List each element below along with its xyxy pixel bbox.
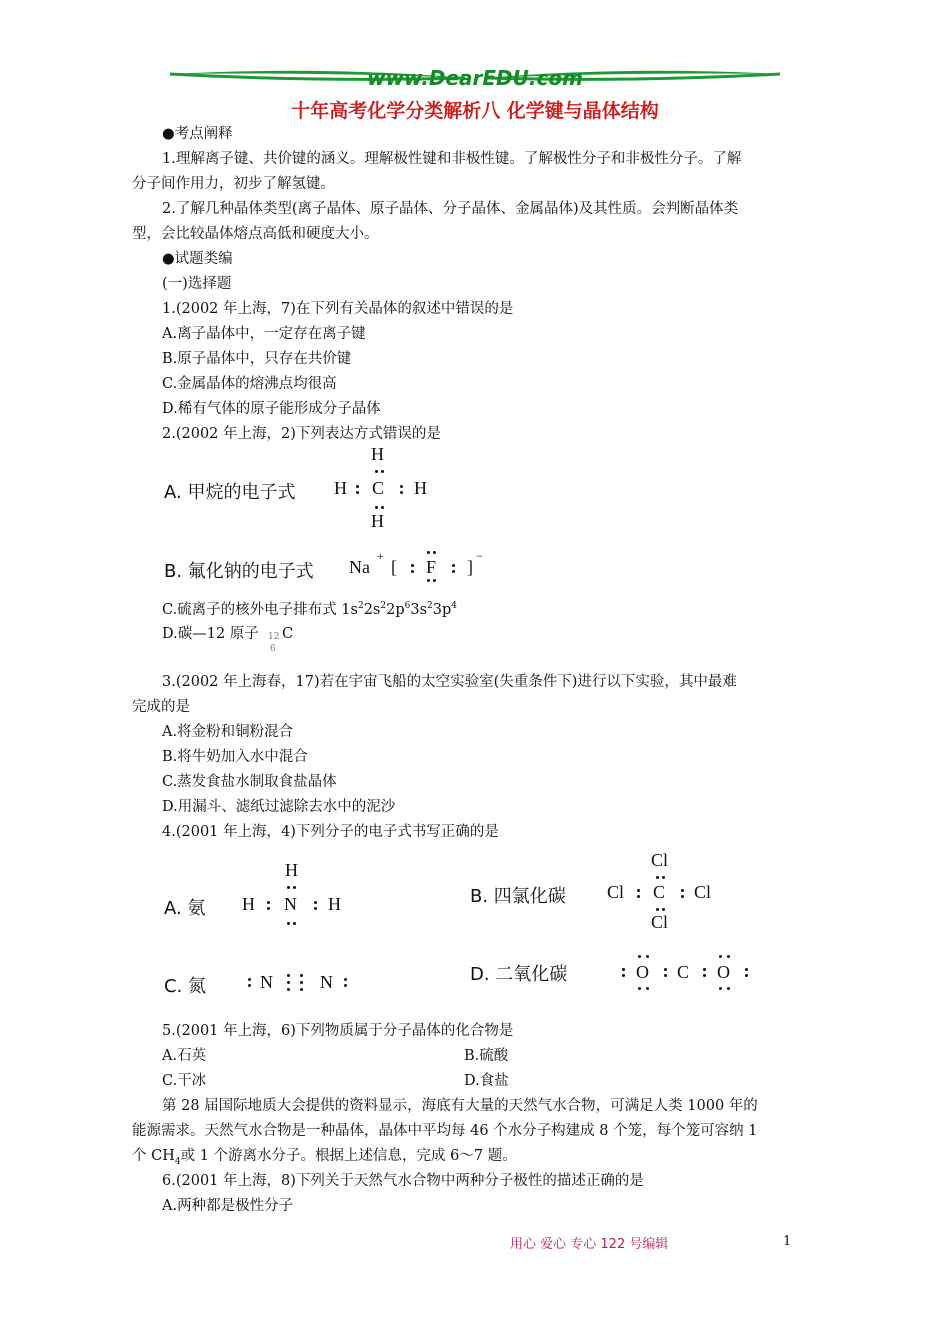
co2-o2: O	[717, 962, 730, 982]
electron-dot	[637, 895, 640, 898]
electron-dot	[664, 974, 667, 977]
electron-dot	[656, 908, 659, 911]
electron-dot	[375, 506, 378, 509]
electron-dot	[248, 984, 251, 987]
question-5-option-c: C.干冰	[162, 1073, 207, 1089]
electron-dot	[662, 876, 665, 879]
question-5-option-b: B.硫酸	[464, 1048, 509, 1064]
co2-label: D. 二氧化碳	[470, 964, 568, 985]
electron-dot	[287, 974, 290, 977]
naf-bracket-open: [	[391, 557, 397, 577]
electron-dot	[411, 564, 414, 567]
subscript: 4	[174, 1156, 181, 1167]
question-5-stem: 5.(2001 年上海，6)下列物质属于分子晶体的化合物是	[162, 1023, 514, 1039]
electron-dot	[638, 955, 641, 958]
ccl4-cl-bottom: Cl	[651, 912, 669, 932]
electron-dot	[381, 470, 384, 473]
ammonia-n: N	[284, 894, 297, 914]
electron-dot	[433, 551, 436, 554]
electron-dot	[745, 968, 748, 971]
section-heading-kaodian: ●考点阐释	[162, 126, 233, 142]
objective-2-line1: 2.了解几种晶体类型(离子晶体、原子晶体、分子晶体、金属晶体)及其性质。会判断晶体类	[162, 201, 739, 217]
superscript: 2	[427, 601, 433, 611]
electron-dot	[452, 564, 455, 567]
passage-line3-pre: 个 CH	[132, 1148, 175, 1164]
electron-dot	[681, 889, 684, 892]
electron-dot	[400, 485, 403, 488]
question-1-option-d: D.稀有气体的原子能形成分子晶体	[162, 401, 381, 417]
electron-dot	[314, 907, 317, 910]
question-2-option-a-methane	[0, 440, 950, 540]
question-3-stem-line1: 3.(2002 年上海春，17)若在宇宙飞船的太空实验室(失重条件下)进行以下实验，其中最难	[162, 674, 737, 690]
methane-c: C	[372, 478, 385, 498]
objective-1-line2: 分子间作用力，初步了解氢键。	[132, 176, 335, 192]
electron-dot	[356, 491, 359, 494]
electron-dot	[719, 955, 722, 958]
section-heading-shiti: ●试题类编	[162, 251, 233, 267]
electron-dot	[375, 470, 378, 473]
subsection-choice: (一)选择题	[162, 276, 232, 292]
electron-dot	[745, 974, 748, 977]
question-1-stem: 1.(2002 年上海，7)在下列有关晶体的叙述中错误的是	[162, 301, 514, 317]
superscript: 2	[380, 601, 387, 611]
carbon-atomic-number: 6	[270, 644, 276, 654]
sulfide-config-text: C.硫离子的核外电子排布式 1s	[162, 602, 358, 618]
orbital: 2s	[363, 602, 381, 618]
naf-bracket-close: ]	[467, 557, 473, 577]
electron-dot	[703, 974, 706, 977]
naf-minus: −	[476, 549, 483, 563]
electron-dot	[656, 876, 659, 879]
passage-line3-post: 或 1 个游离水分子。根据上述信息，完成 6～7 题。	[180, 1148, 517, 1164]
superscript: 4	[451, 601, 458, 611]
ccl4-label: B. 四氯化碳	[470, 886, 566, 907]
electron-dot	[300, 981, 303, 984]
question-2-option-d: D.碳—12 原子	[162, 626, 259, 642]
electron-dot	[681, 895, 684, 898]
electron-dot	[427, 579, 430, 582]
electron-dot	[267, 907, 270, 910]
question-6-option-a: A.两种都是极性分子	[162, 1198, 294, 1214]
ccl4-cl-top: Cl	[651, 850, 669, 870]
question-3-option-d: D.用漏斗、滤纸过滤除去水中的泥沙	[162, 799, 396, 815]
passage-line2: 能源需求。天然气水合物是一种晶体，晶体中平均每 46 个水分子构建成 8 个笼，每个笼可容纳 1	[132, 1123, 758, 1139]
electron-dot	[703, 968, 706, 971]
electron-dot	[433, 579, 436, 582]
ccl4-cl-left: Cl	[607, 882, 625, 902]
question-6-stem: 6.(2001 年上海，8)下列关于天然气水合物中两种分子极性的描述正确的是	[162, 1173, 644, 1189]
footer-slogan: 用心 爱心 专心 122 号编辑	[510, 1237, 669, 1252]
nitrogen-n1: N	[260, 972, 273, 992]
electron-dot	[248, 978, 251, 981]
electron-dot	[637, 889, 640, 892]
electron-dot	[344, 978, 347, 981]
question-5-option-d: D.食盐	[464, 1073, 509, 1089]
superscript: 2	[357, 601, 364, 611]
methane-label: A. 甲烷的电子式	[164, 482, 296, 503]
question-3-option-c: C.蒸发食盐水制取食盐晶体	[162, 774, 337, 790]
electron-dot	[727, 987, 730, 990]
naf-label: B. 氟化钠的电子式	[164, 561, 314, 582]
electron-dot	[287, 886, 290, 889]
methane-h-left: H	[334, 478, 347, 498]
question-2-option-b-naf	[0, 545, 950, 585]
question-1-option-a: A.离子晶体中，一定存在离子键	[162, 326, 366, 342]
orbital: 2p	[386, 602, 405, 618]
methane-h-right: H	[414, 478, 427, 498]
ammonia-h-right: H	[328, 894, 341, 914]
question-2-stem: 2.(2002 年上海，2)下列表达方式错误的是	[162, 426, 441, 442]
electron-dot	[411, 570, 414, 573]
orbital: 3p	[432, 602, 452, 618]
methane-h-bottom: H	[371, 511, 384, 531]
question-1-option-b: B.原子晶体中，只存在共价键	[162, 351, 352, 367]
electron-dot	[452, 570, 455, 573]
naf-plus: +	[377, 549, 384, 563]
naf-na: Na	[349, 557, 370, 577]
electron-dot	[356, 485, 359, 488]
electron-dot	[287, 981, 290, 984]
electron-dot	[300, 974, 303, 977]
site-url[interactable]: www.DearEDU.com	[367, 66, 583, 90]
methane-h-top: H	[371, 444, 384, 464]
electron-dot	[622, 974, 625, 977]
question-3-option-a: A.将金粉和铜粉混合	[162, 724, 294, 740]
passage-line3	[132, 1146, 517, 1172]
ammonia-h-left: H	[242, 894, 255, 914]
electron-dot	[267, 901, 270, 904]
ccl4-cl-right: Cl	[694, 882, 712, 902]
electron-dot	[293, 886, 296, 889]
naf-f: F	[426, 557, 437, 577]
passage-line1: 第 28 届国际地质大会提供的资料显示，海底有大量的天然气水合物，可满足人类 1000 年的	[162, 1098, 758, 1114]
document-title: 十年高考化学分类解析八 化学键与晶体结构	[291, 100, 659, 122]
nitrogen-n2: N	[320, 972, 333, 992]
page-number: 1	[783, 1234, 792, 1249]
electron-dot	[646, 955, 649, 958]
ccl4-c: C	[653, 882, 666, 902]
question-2-option-c	[162, 596, 457, 620]
co2-o1: O	[636, 962, 649, 982]
co2-c: C	[677, 962, 690, 982]
electron-dot	[638, 987, 641, 990]
electron-dot	[646, 987, 649, 990]
question-3-stem-line2: 完成的是	[132, 699, 190, 715]
site-banner	[165, 62, 785, 94]
electron-dot	[300, 988, 303, 991]
nitrogen-label: C. 氮	[164, 976, 207, 997]
electron-dot	[287, 988, 290, 991]
electron-dot	[314, 901, 317, 904]
carbon-symbol: C	[282, 626, 294, 642]
electron-dot	[727, 955, 730, 958]
electron-dot	[719, 987, 722, 990]
objective-2-line2: 型，会比较晶体熔点高低和硬度大小。	[132, 226, 379, 242]
orbital: 3s	[410, 602, 428, 618]
superscript: 6	[404, 601, 411, 611]
question-4-stem: 4.(2001 年上海，4)下列分子的电子式书写正确的是	[162, 824, 499, 840]
objective-1-line1: 1.理解离子键、共价键的涵义。理解极性键和非极性键。了解极性分子和非极性分子。了解	[162, 151, 742, 167]
electron-dot	[622, 968, 625, 971]
question-4-options	[0, 848, 950, 1018]
electron-dot	[287, 922, 290, 925]
electron-dot	[344, 984, 347, 987]
electron-dot	[662, 908, 665, 911]
electron-dot	[664, 968, 667, 971]
ammonia-h-top: H	[285, 860, 298, 880]
question-3-option-b: B.将牛奶加入水中混合	[162, 749, 308, 765]
question-1-option-c: C.金属晶体的熔沸点均很高	[162, 376, 337, 392]
electron-dot	[293, 922, 296, 925]
question-5-option-a: A.石英	[162, 1048, 207, 1064]
electron-dot	[427, 551, 430, 554]
electron-dot	[400, 491, 403, 494]
electron-dot	[381, 506, 384, 509]
carbon-mass-number: 12	[268, 632, 280, 642]
ammonia-label: A. 氨	[164, 898, 206, 919]
